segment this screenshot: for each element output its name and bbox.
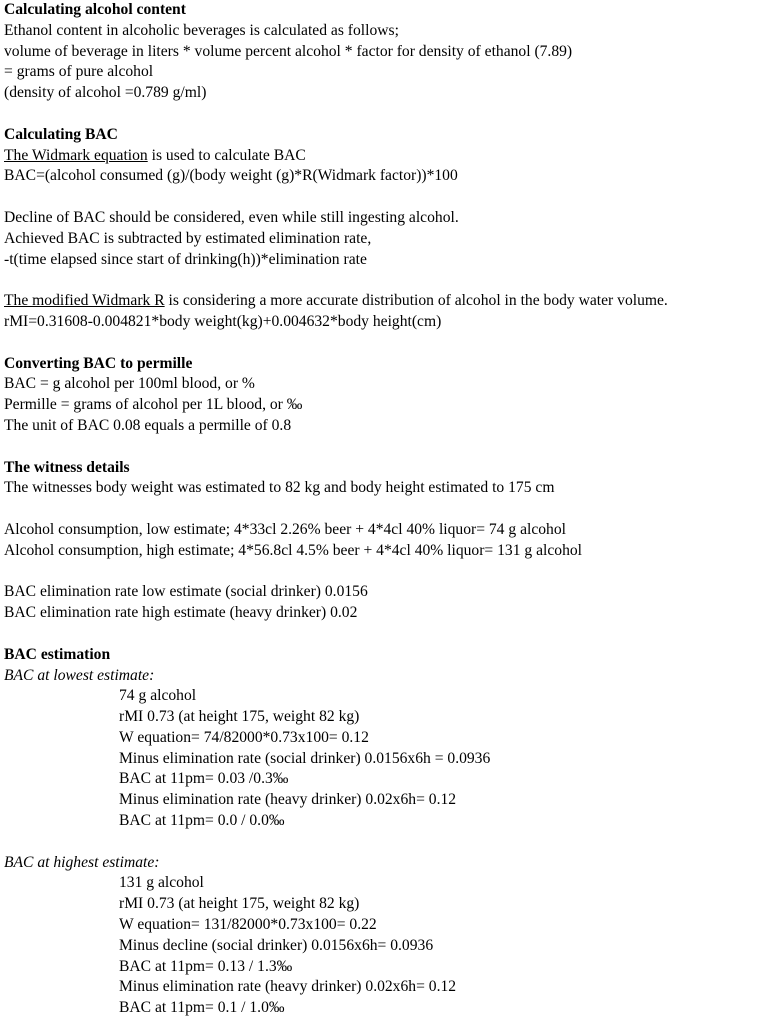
lowest-estimate-line: Minus elimination rate (social drinker) 0.0156x6h = 0.0936: [119, 749, 491, 767]
permille-text-line: BAC = g alcohol per 100ml blood, or %: [4, 375, 255, 393]
lowest-estimate-line: Minus elimination rate (heavy drinker) 0.02x6h= 0.12: [119, 791, 457, 809]
modified-widmark-rest: is considering a more accurate distribution of alcohol in the body water volume.: [164, 292, 668, 310]
spacer: [4, 832, 764, 853]
consumption-low-line: Alcohol consumption, low estimate; 4*33cl 2.26% beer + 4*4cl 40% liquor= 74 g alcohol: [4, 520, 566, 538]
permille-text-line: Permille = grams of alcohol per 1L blood, or ‰: [4, 396, 303, 414]
witness-text-line: The witnesses body weight was estimated to 82 kg and body height estimated to 175 cm: [4, 479, 555, 497]
highest-estimate-line: BAC at 11pm= 0.1 / 1.0‰: [119, 999, 285, 1017]
highest-estimate-line: 131 g alcohol: [119, 874, 204, 892]
heading-witness-details: The witness details: [4, 458, 130, 476]
document-body: [4, 0, 764, 1019]
highest-estimate-line: BAC at 11pm= 0.13 / 1.3‰: [119, 957, 293, 975]
widmark-equation-link[interactable]: The Widmark equation: [4, 146, 148, 164]
spacer: [4, 499, 764, 520]
lowest-estimate-line: W equation= 74/82000*0.73x100= 0.12: [119, 728, 369, 746]
modified-widmark-link[interactable]: The modified Widmark R: [4, 292, 165, 310]
spacer: [4, 104, 764, 125]
alcohol-text-line: = grams of pure alcohol: [4, 63, 154, 81]
alcohol-text-line: (density of alcohol =0.789 g/ml): [4, 84, 207, 102]
highest-estimate-title: BAC at highest estimate:: [4, 853, 160, 871]
alcohol-text-line: Ethanol content in alcoholic beverages is calculated as follows;: [4, 21, 399, 39]
rmi-formula: rMI=0.31608-0.004821*body weight(kg)+0.004632*body height(cm): [4, 312, 442, 330]
decline-text-line: -t(time elapsed since start of drinking(h))*elimination rate: [4, 250, 367, 268]
spacer: [4, 270, 764, 291]
lowest-estimate-title: BAC at lowest estimate:: [4, 666, 155, 684]
bac-formula: BAC=(alcohol consumed (g)/(body weight (g)*R(Widmark factor))*100: [4, 167, 458, 185]
spacer: [4, 187, 764, 208]
spacer: [4, 333, 764, 354]
heading-calculating-bac: Calculating BAC: [4, 125, 118, 143]
decline-text-line: Decline of BAC should be considered, even while still ingesting alcohol.: [4, 208, 459, 226]
spacer: [4, 437, 764, 458]
lowest-estimate-line: BAC at 11pm= 0.03 /0.3‰: [119, 770, 289, 788]
widmark-intro-line: [4, 146, 764, 167]
elimination-high-line: BAC elimination rate high estimate (heavy drinker) 0.02: [4, 604, 358, 622]
highest-estimate-line: Minus decline (social drinker) 0.0156x6h= 0.0936: [119, 936, 434, 954]
highest-estimate-line: rMI 0.73 (at height 175, weight 82 kg): [119, 895, 360, 913]
highest-estimate-line: Minus elimination rate (heavy drinker) 0.02x6h= 0.12: [119, 978, 457, 996]
lowest-estimate-line: 74 g alcohol: [119, 687, 197, 705]
spacer: [4, 624, 764, 645]
spacer: [4, 562, 764, 583]
highest-estimate-line: W equation= 131/82000*0.73x100= 0.22: [119, 916, 377, 934]
modified-widmark-line: [4, 291, 764, 312]
decline-text-line: Achieved BAC is subtracted by estimated elimination rate,: [4, 229, 372, 247]
consumption-high-line: Alcohol consumption, high estimate; 4*56.8cl 4.5% beer + 4*4cl 40% liquor= 131 g alcohol: [4, 541, 582, 559]
lowest-estimate-line: BAC at 11pm= 0.0 / 0.0‰: [119, 812, 285, 830]
widmark-intro-rest: is used to calculate BAC: [147, 146, 306, 164]
alcohol-text-line: volume of beverage in liters * volume percent alcohol * factor for density of ethanol (7.89): [4, 42, 573, 60]
heading-converting-permille: Converting BAC to permille: [4, 354, 193, 372]
heading-bac-estimation: BAC estimation: [4, 645, 111, 663]
elimination-low-line: BAC elimination rate low estimate (social drinker) 0.0156: [4, 583, 368, 601]
permille-text-line: The unit of BAC 0.08 equals a permille of 0.8: [4, 416, 292, 434]
lowest-estimate-line: rMI 0.73 (at height 175, weight 82 kg): [119, 708, 360, 726]
heading-alcohol-content: Calculating alcohol content: [4, 1, 186, 18]
